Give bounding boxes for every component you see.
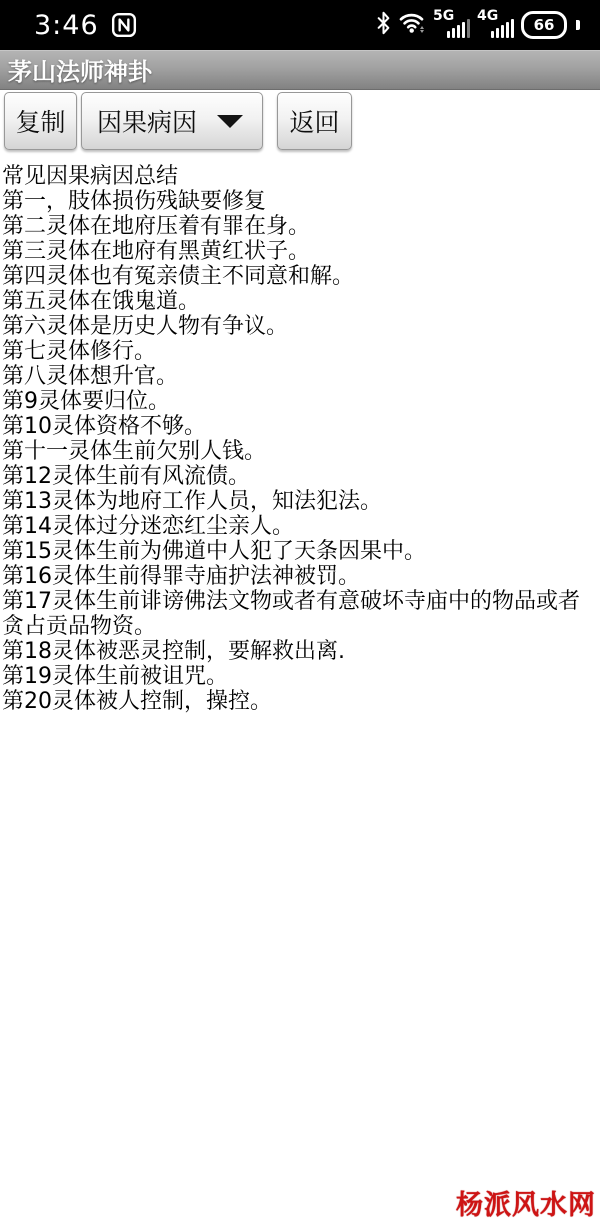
content-line: 第六灵体是历史人物有争议。	[2, 314, 289, 339]
content-line: 第20灵体被人控制，操控。	[2, 689, 272, 714]
category-dropdown-value: 因果病因	[97, 108, 198, 137]
content-line: 第15灵体生前为佛道中人犯了天条因果中。	[2, 539, 426, 564]
clock: 3:46	[34, 9, 99, 41]
bluetooth-icon	[376, 11, 391, 39]
watermark: 杨派风水网	[456, 1190, 596, 1221]
back-button-label: 返回	[289, 108, 340, 137]
signal-strength-sim1	[447, 19, 470, 38]
battery-icon	[521, 11, 567, 39]
signal-strength-sim2	[491, 19, 514, 38]
nfc-icon	[111, 12, 137, 38]
chevron-down-icon	[217, 115, 243, 128]
toolbar	[0, 90, 600, 156]
content-text-area[interactable]	[2, 164, 600, 714]
signal-bars-4g	[477, 8, 514, 39]
copy-button[interactable]	[4, 92, 77, 150]
content-line: 第五灵体在饿鬼道。	[2, 289, 201, 314]
back-button[interactable]	[277, 92, 352, 150]
content-line: 第四灵体也有冤亲债主不同意和解。	[2, 264, 355, 289]
content-line: 第十一灵体生前欠别人钱。	[2, 439, 267, 464]
app-title: 茅山法师神卦	[8, 58, 152, 86]
category-dropdown[interactable]	[81, 92, 263, 150]
content-line: 第18灵体被恶灵控制，要解救出离.	[2, 639, 345, 664]
wifi-icon	[398, 12, 426, 38]
content-line: 第10灵体资格不够。	[2, 414, 206, 439]
content-line: 第17灵体生前诽谤佛法文物或者有意破坏寺庙中的物品或者贪占贡品物资。	[2, 589, 580, 639]
battery-percent: 66	[533, 16, 555, 34]
network-type-sim1: 5G	[433, 8, 455, 24]
content-line: 常见因果病因总结	[2, 164, 179, 189]
battery-nub	[576, 20, 580, 30]
content-line: 第八灵体想升官。	[2, 364, 179, 389]
content-line: 第12灵体生前有风流债。	[2, 464, 250, 489]
content-line: 第9灵体要归位。	[2, 389, 170, 414]
content-line: 第19灵体生前被诅咒。	[2, 664, 228, 689]
status-bar	[0, 0, 600, 50]
content-line: 第一，肢体损伤残缺要修复	[2, 189, 267, 214]
content-line: 第七灵体修行。	[2, 339, 157, 364]
copy-button-label: 复制	[15, 108, 66, 137]
content-line: 第16灵体生前得罪寺庙护法神被罚。	[2, 564, 360, 589]
signal-bars-5g	[433, 8, 470, 39]
content-line: 第二灵体在地府压着有罪在身。	[2, 214, 311, 239]
content-line: 第13灵体为地府工作人员，知法犯法。	[2, 489, 382, 514]
status-icons	[376, 8, 580, 39]
content-line: 第三灵体在地府有黑黄红状子。	[2, 239, 311, 264]
content-line: 第14灵体过分迷恋红尘亲人。	[2, 514, 294, 539]
title-bar	[0, 50, 600, 90]
network-type-sim2: 4G	[477, 8, 499, 24]
